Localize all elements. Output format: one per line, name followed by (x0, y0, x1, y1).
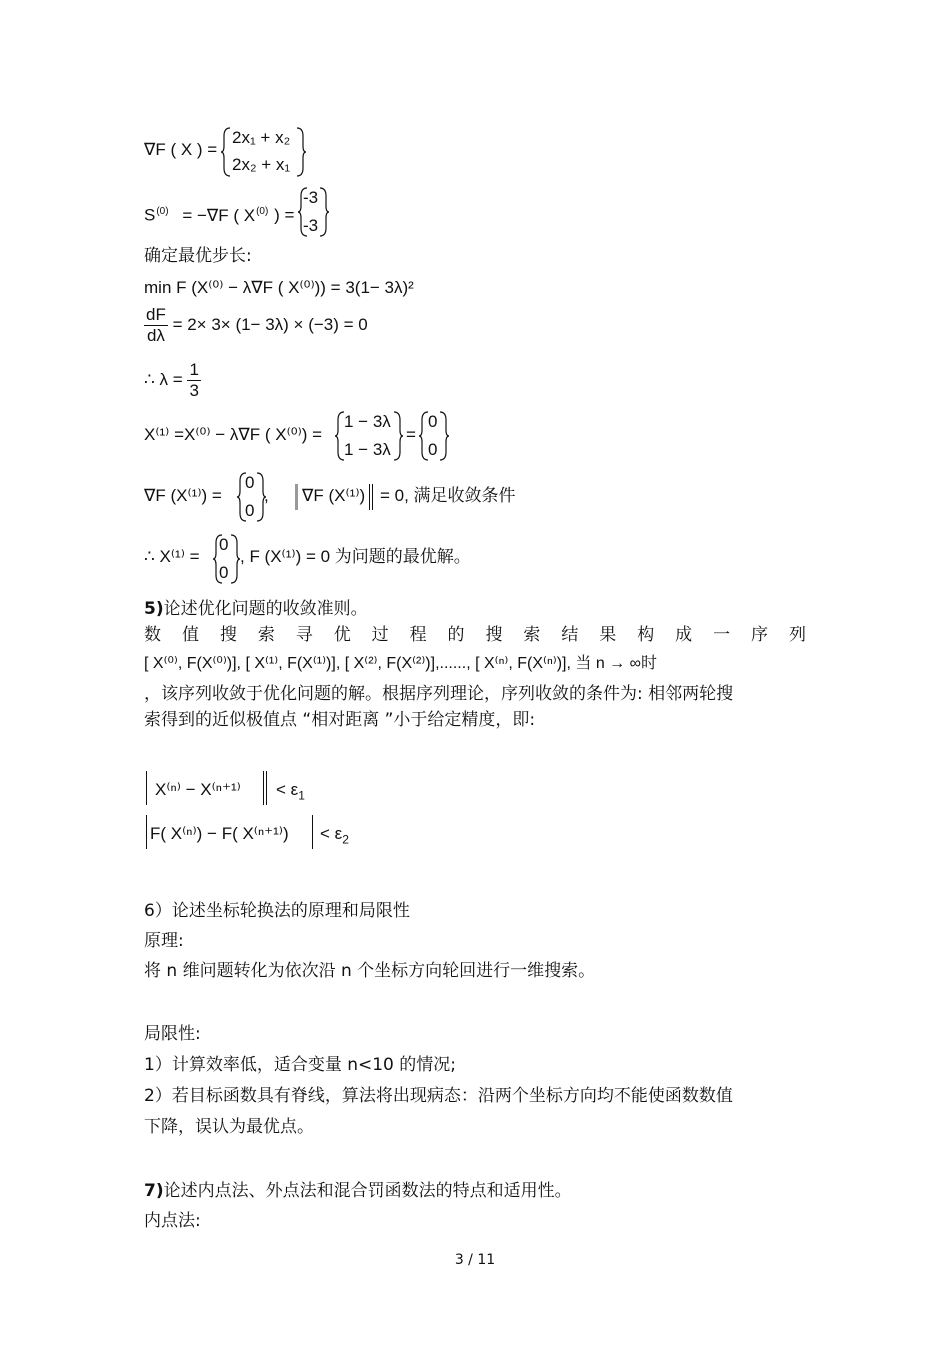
spread-char: 优 (333, 625, 351, 645)
abs-bar (312, 815, 313, 849)
section-5-spread-line (144, 624, 806, 646)
min-equation: min F (X⁽⁰⁾ − λ∇F ( X⁽⁰⁾)) = 3(1− 3λ)² (144, 278, 414, 297)
norm-bar-right-2 (372, 484, 373, 510)
search-direction-equation: $S^{(0)} = -\nabla F$ ( $X^{(0)}$ ) = (144, 205, 295, 225)
spread-char: 构 (637, 625, 655, 645)
limitation-2-cont: 下降，误认为最优点。 (144, 1117, 314, 1137)
abs-bar (266, 771, 267, 805)
spread-char: 索 (257, 625, 275, 645)
spread-char: 果 (599, 625, 617, 645)
optimal-note: , F (X⁽¹⁾) = 0 为问题的最优解。 (240, 547, 471, 566)
limitation-2: 2）若目标函数具有脊线，算法将出现病态：沿两个坐标方向均不能使函数数值 (144, 1086, 733, 1106)
spread-char: 索 (523, 625, 541, 645)
equals-sign: = (406, 425, 416, 444)
gradient-equation (144, 139, 217, 161)
sequence-line: [ X⁽⁰⁾, F(X⁽⁰⁾)], [ X⁽¹⁾, F(X⁽¹⁾)], [ X⁽²⁾, F(X⁽²⁾)],......, [ X⁽ⁿ⁾, F(X⁽ⁿ⁾)], 当 n → ∞时 (144, 655, 658, 672)
limitation-1: 1）计算效率低，适合变量 n<10 的情况; (144, 1055, 457, 1075)
spread-char: 的 (447, 625, 465, 645)
spread-char: 寻 (295, 625, 313, 645)
spread-char: 列 (788, 625, 806, 645)
derivative-equation: $\frac{dF}{d\lambda}$ = 2× 3× (1− 3λ) × (−3) = 0 (146, 305, 368, 345)
gradient-x1-equation: ∇F (X⁽¹⁾) = (144, 486, 222, 505)
right-brace (295, 126, 307, 178)
x1-row-2: 1 − 3λ (344, 440, 391, 459)
spread-char: 一 (713, 625, 731, 645)
direction-row-2: -3 (303, 216, 319, 235)
zero-row-2: 0 (219, 563, 229, 582)
direction-row-1: -3 (303, 188, 319, 207)
zero-row-1: 0 (245, 473, 255, 492)
criterion-1-expression: X⁽ⁿ⁾ − X⁽ⁿ⁺¹⁾ (155, 780, 241, 799)
spread-char: 数 (144, 625, 161, 645)
norm-expression: ∇F (X⁽¹⁾) (302, 486, 366, 505)
optimal-equation: ∴ X⁽¹⁾ = (144, 547, 200, 566)
spread-char: 成 (675, 625, 693, 645)
gradient-row-1: 2x₁ + x₂ (232, 128, 291, 147)
principle-text: 将 n 维问题转化为依次沿 n 个坐标方向轮回进行一维搜索。 (144, 961, 596, 981)
right-brace (438, 410, 450, 462)
section-6-title: 6）论述坐标轮换法的原理和局限性 (144, 901, 410, 921)
left-brace (220, 126, 232, 178)
lambda-fraction: $\frac{1}{3}$ (189, 360, 199, 400)
section-5-title: 5)论述优化问题的收敛准则。 (144, 599, 368, 619)
spread-char: 值 (181, 625, 199, 645)
page-number: 3 / 11 (454, 1252, 496, 1268)
gradient-row-2: 2x₂ + x₁ (232, 155, 291, 174)
norm-bar-left (295, 484, 298, 510)
section-5-line-3: ，该序列收敛于优化问题的解。根据序列理论，序列收敛的条件为: 相邻两轮搜 (144, 684, 734, 704)
abs-bar (146, 815, 147, 849)
criterion-2-rhs: < $\varepsilon_2$ (320, 824, 349, 847)
section-5-line-4: 索得到的近似极值点 “相对距离 ”小于给定精度，即: (144, 710, 536, 730)
lambda-equation: ∴ λ = $\frac{1}{3}$ (144, 360, 199, 400)
abs-bar (263, 771, 264, 805)
spread-char: 结 (561, 625, 579, 645)
spread-char: 搜 (219, 625, 237, 645)
gradient-lhs: ∇F ( X ) = (144, 140, 218, 159)
x1-equation: X⁽¹⁾ =X⁽⁰⁾ − λ∇F ( X⁽⁰⁾) = (144, 425, 323, 444)
zero-row-2: 0 (245, 501, 255, 520)
zero-row-1: 0 (428, 412, 438, 431)
step-title: 确定最优步长: (144, 246, 252, 266)
interior-point-label: 内点法: (144, 1211, 201, 1231)
abs-bar (146, 771, 147, 805)
spread-char: 程 (409, 625, 427, 645)
limitation-label: 局限性: (144, 1024, 201, 1044)
derivative-fraction: $\frac{dF}{d\lambda}$ (146, 305, 166, 345)
criterion-2-expression: F( X⁽ⁿ⁾) − F( X⁽ⁿ⁺¹⁾) (150, 824, 289, 843)
zero-row-2: 0 (428, 440, 438, 459)
right-brace (392, 410, 404, 462)
spread-char: 过 (371, 625, 389, 645)
x1-row-1: 1 − 3λ (344, 412, 391, 431)
right-brace (318, 186, 330, 238)
norm-bar-right-1 (369, 484, 370, 510)
zero-row-1: 0 (219, 535, 229, 554)
spread-char: 搜 (485, 625, 503, 645)
section-7-title: 7)论述内点法、外点法和混合罚函数法的特点和适用性。 (144, 1181, 572, 1201)
criterion-1-rhs: < $\varepsilon_1$ (276, 780, 305, 803)
principle-label: 原理: (144, 931, 184, 951)
convergence-note: = 0, 满足收敛条件 (380, 486, 516, 505)
spread-char: 序 (751, 625, 768, 645)
